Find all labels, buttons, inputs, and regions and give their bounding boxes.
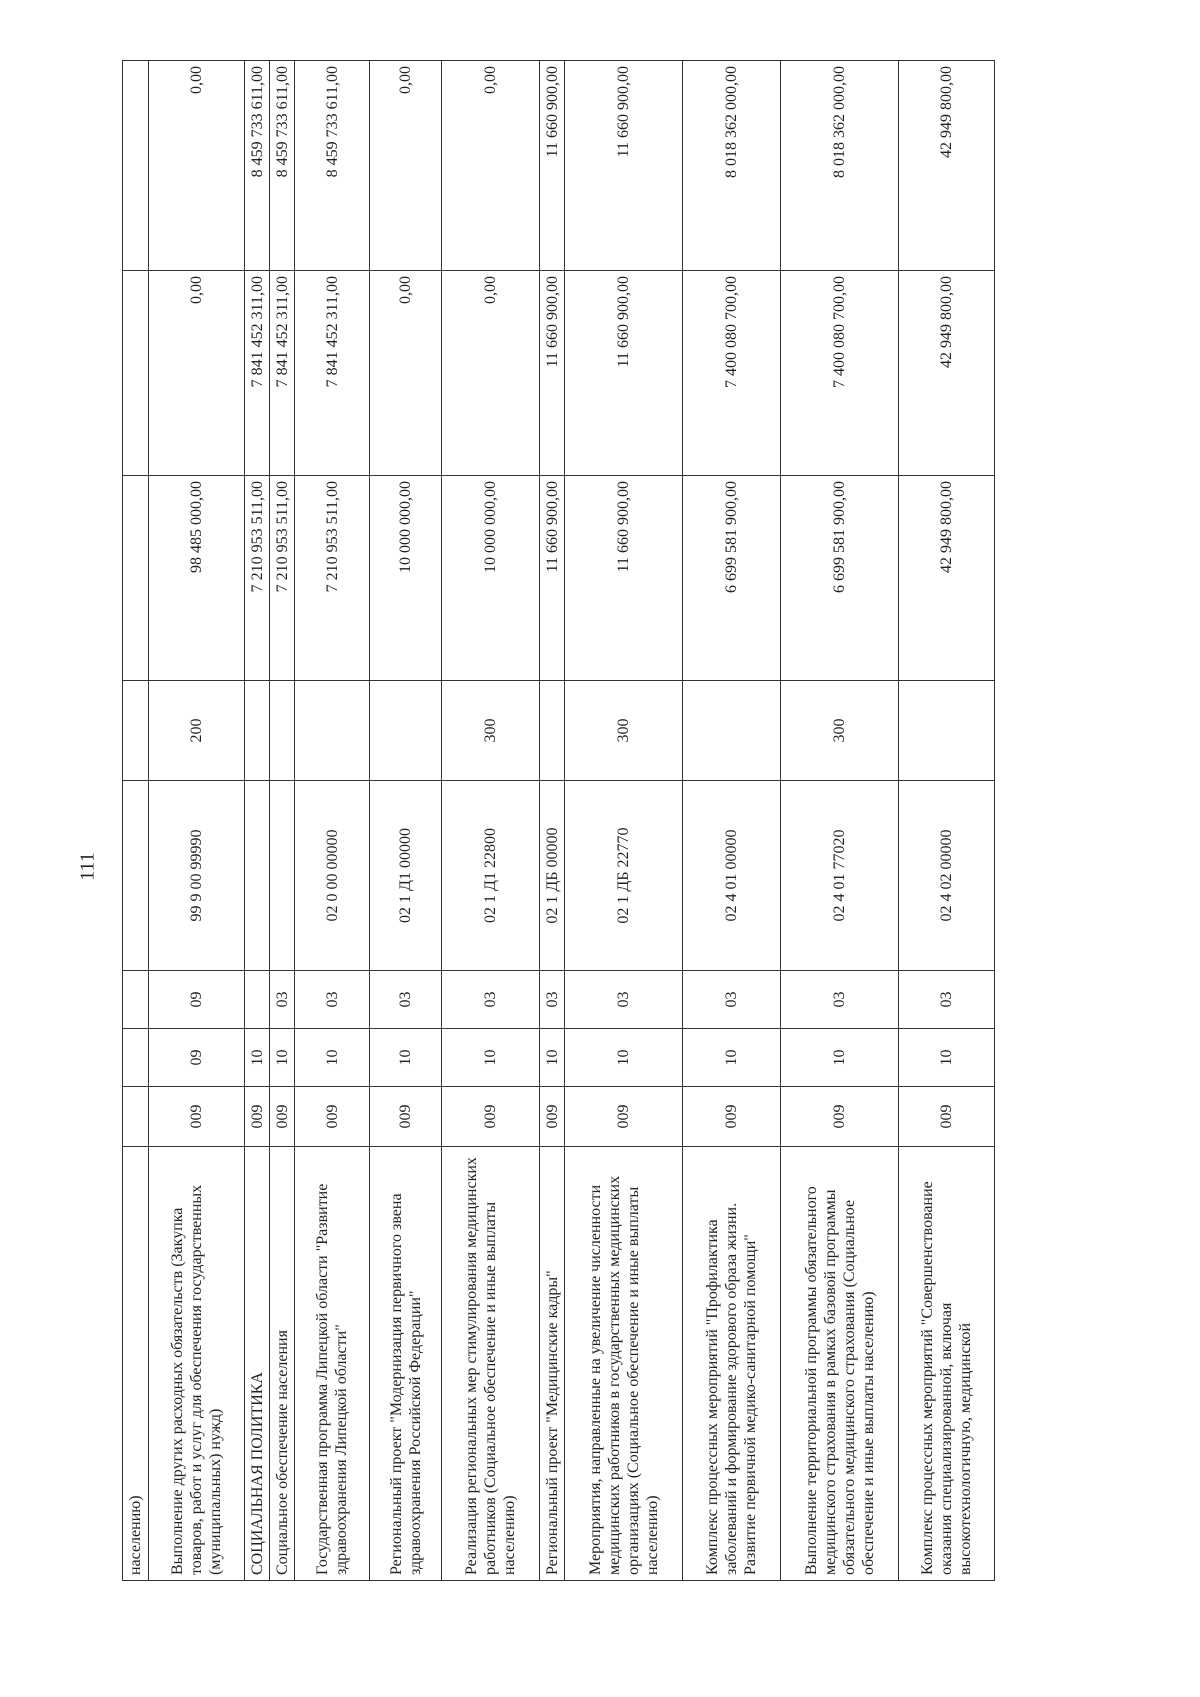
table-row (270, 61, 295, 1581)
expense-type-code (899, 681, 995, 781)
subsection-code: 03 (540, 971, 565, 1029)
target-article-code (245, 781, 270, 971)
budget-table (122, 60, 995, 1581)
ministry-code: 009 (899, 1087, 995, 1147)
section-code: 10 (442, 1029, 540, 1087)
amount-year-2: 11 660 900,00 (540, 271, 565, 476)
amount-year-3: 0,00 (442, 61, 540, 271)
amount-year-1: 10 000 000,00 (370, 476, 442, 681)
target-article-code: 02 1 ДБ 00000 (540, 781, 565, 971)
section-code: 10 (540, 1029, 565, 1087)
amount-year-1: 11 660 900,00 (565, 476, 683, 681)
amount-year-3: 42 949 800,00 (899, 61, 995, 271)
amount-year-2: 0,00 (442, 271, 540, 476)
section-code: 10 (245, 1029, 270, 1087)
row-name: Социальное обеспечение населения (270, 1147, 295, 1581)
amount-year-2: 11 660 900,00 (565, 271, 683, 476)
row-name: Выполнение территориальной программы обязательного медицинского страхования в рамках базовой программы обязательного медицинского страхования (Социальное обеспечение и иные выплаты населению) (781, 1147, 899, 1581)
section-code: 10 (565, 1029, 683, 1087)
ministry-code: 009 (295, 1087, 370, 1147)
expense-type-code (370, 681, 442, 781)
section-code (123, 1029, 149, 1087)
ministry-code: 009 (781, 1087, 899, 1147)
ministry-code: 009 (683, 1087, 781, 1147)
table-row (540, 61, 565, 1581)
amount-year-1: 7 210 953 511,00 (295, 476, 370, 681)
table-row (683, 61, 781, 1581)
ministry-code: 009 (370, 1087, 442, 1147)
row-name: Региональный проект "Медицинские кадры" (540, 1147, 565, 1581)
row-name: Комплекс процессных мероприятий "Совершенствование оказания специализированной, включая высокотехнологичную, медицинской (899, 1147, 995, 1581)
table-row (149, 61, 245, 1581)
expense-type-code (245, 681, 270, 781)
amount-year-1 (123, 476, 149, 681)
amount-year-3: 8 459 733 611,00 (295, 61, 370, 271)
amount-year-3: 11 660 900,00 (540, 61, 565, 271)
target-article-code: 02 1 ДБ 22770 (565, 781, 683, 971)
target-article-code: 99 9 00 99990 (149, 781, 245, 971)
row-name: Комплекс процессных мероприятий "Профилактика заболеваний и формирование здорового образа жизни. Развитие первичной медико-санитарной помощи" (683, 1147, 781, 1581)
row-name: Реализация региональных мер стимулирования медицинских работников (Социальное обеспечение и иные выплаты населению) (442, 1147, 540, 1581)
table-row (442, 61, 540, 1581)
subsection-code: 03 (565, 971, 683, 1029)
table-row (295, 61, 370, 1581)
expense-type-code: 300 (781, 681, 899, 781)
target-article-code (123, 781, 149, 971)
section-code: 10 (781, 1029, 899, 1087)
target-article-code: 02 4 01 00000 (683, 781, 781, 971)
section-code: 09 (149, 1029, 245, 1087)
section-code: 10 (899, 1029, 995, 1087)
ministry-code: 009 (540, 1087, 565, 1147)
amount-year-3: 8 459 733 611,00 (245, 61, 270, 271)
amount-year-3 (123, 61, 149, 271)
ministry-code: 009 (149, 1087, 245, 1147)
expense-type-code: 300 (565, 681, 683, 781)
amount-year-1: 6 699 581 900,00 (781, 476, 899, 681)
target-article-code: 02 4 01 77020 (781, 781, 899, 971)
ministry-code: 009 (565, 1087, 683, 1147)
table-row (899, 61, 995, 1581)
amount-year-1: 7 210 953 511,00 (245, 476, 270, 681)
table-row (565, 61, 683, 1581)
section-code: 10 (370, 1029, 442, 1087)
amount-year-3: 8 018 362 000,00 (683, 61, 781, 271)
amount-year-2: 0,00 (149, 271, 245, 476)
table-row (370, 61, 442, 1581)
subsection-code: 03 (370, 971, 442, 1029)
amount-year-2: 7 400 080 700,00 (683, 271, 781, 476)
subsection-code (245, 971, 270, 1029)
amount-year-3: 0,00 (370, 61, 442, 271)
amount-year-2: 7 841 452 311,00 (245, 271, 270, 476)
row-name: СОЦИАЛЬНАЯ ПОЛИТИКА (245, 1147, 270, 1581)
table-row (781, 61, 899, 1581)
amount-year-1: 42 949 800,00 (899, 476, 995, 681)
amount-year-1: 10 000 000,00 (442, 476, 540, 681)
ministry-code: 009 (270, 1087, 295, 1147)
amount-year-2: 0,00 (370, 271, 442, 476)
amount-year-3: 0,00 (149, 61, 245, 271)
row-name: населению) (123, 1147, 149, 1581)
target-article-code: 02 0 00 00000 (295, 781, 370, 971)
subsection-code: 09 (149, 971, 245, 1029)
amount-year-3: 8 018 362 000,00 (781, 61, 899, 271)
amount-year-1: 98 485 000,00 (149, 476, 245, 681)
amount-year-2: 7 400 080 700,00 (781, 271, 899, 476)
target-article-code (270, 781, 295, 971)
table-row (245, 61, 270, 1581)
amount-year-3: 8 459 733 611,00 (270, 61, 295, 271)
target-article-code: 02 4 02 00000 (899, 781, 995, 971)
subsection-code: 03 (270, 971, 295, 1029)
expense-type-code (295, 681, 370, 781)
row-name: Мероприятия, направленные на увеличение численности медицинских работников в государственных медицинских организациях (Социальное обеспечение и иные выплаты населению) (565, 1147, 683, 1581)
amount-year-1: 7 210 953 511,00 (270, 476, 295, 681)
section-code: 10 (270, 1029, 295, 1087)
section-code: 10 (683, 1029, 781, 1087)
target-article-code: 02 1 Д1 00000 (370, 781, 442, 971)
page-number: 111 (76, 852, 99, 881)
subsection-code (123, 971, 149, 1029)
row-name: Региональный проект "Модернизация первичного звена здравоохранения Российской Федерации" (370, 1147, 442, 1581)
subsection-code: 03 (683, 971, 781, 1029)
amount-year-3: 11 660 900,00 (565, 61, 683, 271)
ministry-code (123, 1087, 149, 1147)
rotated-table-wrapper (122, 61, 1162, 1581)
expense-type-code: 300 (442, 681, 540, 781)
amount-year-2: 7 841 452 311,00 (295, 271, 370, 476)
row-name: Государственная программа Липецкой области "Развитие здравоохранения Липецкой области" (295, 1147, 370, 1581)
section-code: 10 (295, 1029, 370, 1087)
amount-year-2 (123, 271, 149, 476)
ministry-code: 009 (442, 1087, 540, 1147)
amount-year-1: 11 660 900,00 (540, 476, 565, 681)
amount-year-2: 7 841 452 311,00 (270, 271, 295, 476)
row-name: Выполнение других расходных обязательств (Закупка товаров, работ и услуг для обеспечения государственных (муниципальных) нужд) (149, 1147, 245, 1581)
expense-type-code (683, 681, 781, 781)
expense-type-code (270, 681, 295, 781)
subsection-code: 03 (899, 971, 995, 1029)
table-row (123, 61, 149, 1581)
subsection-code: 03 (442, 971, 540, 1029)
subsection-code: 03 (295, 971, 370, 1029)
expense-type-code: 200 (149, 681, 245, 781)
expense-type-code (123, 681, 149, 781)
amount-year-1: 6 699 581 900,00 (683, 476, 781, 681)
target-article-code: 02 1 Д1 22800 (442, 781, 540, 971)
subsection-code: 03 (781, 971, 899, 1029)
ministry-code: 009 (245, 1087, 270, 1147)
amount-year-2: 42 949 800,00 (899, 271, 995, 476)
expense-type-code (540, 681, 565, 781)
